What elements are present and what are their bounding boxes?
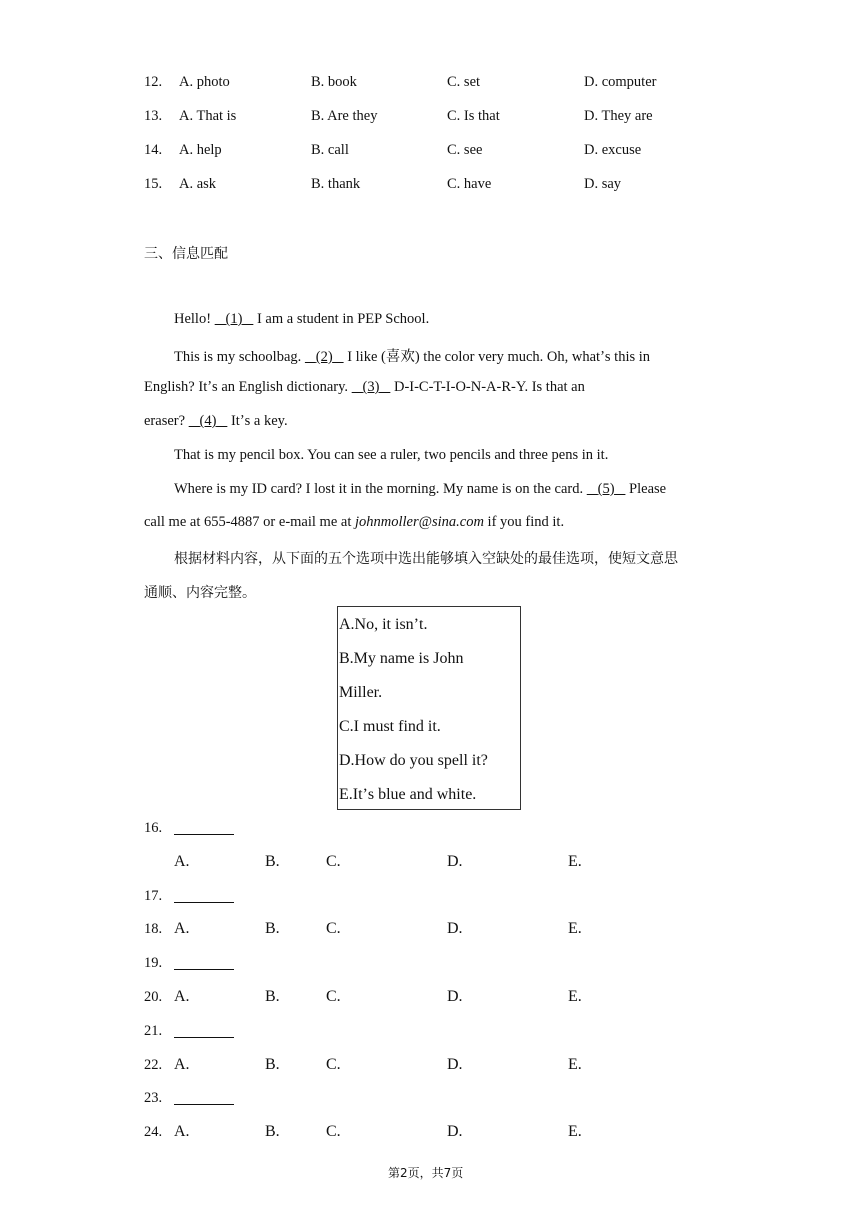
blank-label: (5) — [597, 481, 615, 497]
section-title: 三、信息匹配 — [144, 246, 228, 262]
question-number: 21. — [144, 1023, 163, 1039]
blank-1[interactable] — [215, 311, 254, 327]
option-c[interactable]: C. — [326, 1056, 341, 1073]
passage-text: I like (喜欢) the color very much. Oh, whatʼs this in — [343, 349, 651, 365]
option-c[interactable]: C. set — [447, 74, 481, 90]
option-e[interactable]: E. — [568, 920, 582, 937]
option-d[interactable]: D. — [447, 988, 463, 1005]
email-address: johnmoller@sina.com — [354, 514, 484, 530]
option-c[interactable]: C. Is that — [447, 108, 500, 124]
option-a[interactable]: A. — [174, 853, 190, 870]
question-number: 19. — [144, 955, 163, 971]
instruction-line-1: 根据材料内容，从下面的五个选项中选出能够填入空缺处的最佳选项，使短文意思 — [174, 551, 678, 567]
blank-4[interactable] — [189, 413, 228, 429]
question-number: 13. — [144, 108, 163, 124]
passage-text: This is my schoolbag. — [174, 349, 305, 365]
option-d[interactable]: D. say — [584, 176, 622, 192]
passage-text: English? Itʼs an English dictionary. — [144, 379, 352, 395]
option-b[interactable]: B. — [265, 988, 280, 1005]
option-b[interactable]: B. — [265, 920, 280, 937]
page-footer: 第2页，共7页 — [388, 1166, 464, 1180]
passage-text: D-I-C-T-I-O-N-A-R-Y. Is that an — [390, 379, 585, 395]
instruction-line-2: 通顺、内容完整。 — [144, 585, 256, 601]
box-option-c: C.I must find it. — [339, 718, 441, 735]
options-box — [337, 606, 521, 810]
answer-blank[interactable] — [174, 957, 234, 970]
option-b[interactable]: B. — [265, 853, 280, 870]
option-c[interactable]: C. — [326, 1123, 341, 1140]
blank-5[interactable] — [587, 481, 626, 497]
option-b[interactable]: B. — [265, 1056, 280, 1073]
passage-text: Where is my ID card? I lost it in the morning. My name is on the card. — [174, 481, 587, 497]
option-d[interactable]: D. — [447, 1123, 463, 1140]
box-option-b: B.My name is John — [339, 650, 464, 667]
blank-label: (2) — [315, 349, 333, 365]
option-d[interactable]: D. — [447, 920, 463, 937]
option-c[interactable]: C. have — [447, 176, 492, 192]
option-b[interactable]: B. thank — [311, 176, 361, 192]
box-option-e: E.Itʼs blue and white. — [339, 786, 477, 803]
option-a[interactable]: A. ask — [179, 176, 217, 192]
box-option-b-cont: Miller. — [339, 684, 383, 701]
option-a[interactable]: A. — [174, 1123, 190, 1140]
option-c[interactable]: C. — [326, 853, 341, 870]
blank-3[interactable] — [352, 379, 391, 395]
option-d[interactable]: D. — [447, 1056, 463, 1073]
option-d[interactable]: D. They are — [584, 108, 653, 124]
option-d[interactable]: D. excuse — [584, 142, 642, 158]
option-b[interactable]: B. Are they — [311, 108, 378, 124]
passage-text: I am a student in PEP School. — [253, 311, 430, 327]
passage-line-3 — [144, 379, 585, 396]
answer-blank[interactable] — [174, 1025, 234, 1038]
option-c[interactable]: C. see — [447, 142, 483, 158]
question-number: 12. — [144, 74, 163, 90]
option-c[interactable]: C. — [326, 920, 341, 937]
answer-blank[interactable] — [174, 822, 234, 835]
option-a[interactable]: A. — [174, 988, 190, 1005]
question-number: 15. — [144, 176, 163, 192]
option-b[interactable]: B. — [265, 1123, 280, 1140]
option-a[interactable]: A. That is — [179, 108, 237, 124]
question-number: 23. — [144, 1090, 163, 1106]
option-d[interactable]: D. — [447, 853, 463, 870]
option-e[interactable]: E. — [568, 1056, 582, 1073]
passage-line-4 — [144, 413, 288, 430]
passage-text: Hello! — [174, 311, 215, 327]
option-e[interactable]: E. — [568, 853, 582, 870]
option-b[interactable]: B. call — [311, 142, 349, 158]
passage-text: Please — [625, 481, 667, 497]
option-c[interactable]: C. — [326, 988, 341, 1005]
question-number: 18. — [144, 921, 163, 937]
passage-line-6 — [174, 481, 666, 498]
passage-line-7 — [144, 514, 564, 531]
option-e[interactable]: E. — [568, 988, 582, 1005]
answer-blank[interactable] — [174, 890, 234, 903]
option-a[interactable]: A. — [174, 920, 190, 937]
option-a[interactable]: A. help — [179, 142, 222, 158]
blank-label: (1) — [225, 311, 243, 327]
blank-label: (4) — [199, 413, 217, 429]
option-d[interactable]: D. computer — [584, 74, 657, 90]
option-a[interactable]: A. photo — [179, 74, 230, 90]
option-a[interactable]: A. — [174, 1056, 190, 1073]
passage-line-1 — [174, 311, 429, 328]
passage-text: call me at 655-4887 or e-mail me at — [144, 514, 355, 530]
option-e[interactable]: E. — [568, 1123, 582, 1140]
passage-text: Itʼs a key. — [227, 413, 288, 429]
question-number: 17. — [144, 888, 163, 904]
passage-line-5: That is my pencil box. You can see a ruler, two pencils and three pens in it. — [174, 447, 609, 463]
answer-blank[interactable] — [174, 1092, 234, 1105]
blank-2[interactable] — [305, 349, 344, 365]
question-number: 20. — [144, 989, 163, 1005]
box-option-a: A.No, it isnʼt. — [339, 616, 428, 633]
box-option-d: D.How do you spell it? — [339, 752, 488, 769]
option-b[interactable]: B. book — [311, 74, 357, 90]
passage-text: if you find it. — [483, 514, 565, 530]
passage-text: eraser? — [144, 413, 189, 429]
blank-label: (3) — [362, 379, 380, 395]
question-number: 24. — [144, 1124, 163, 1140]
passage-line-2 — [174, 345, 650, 366]
question-number: 22. — [144, 1057, 163, 1073]
question-number: 16. — [144, 820, 163, 836]
question-number: 14. — [144, 142, 163, 158]
